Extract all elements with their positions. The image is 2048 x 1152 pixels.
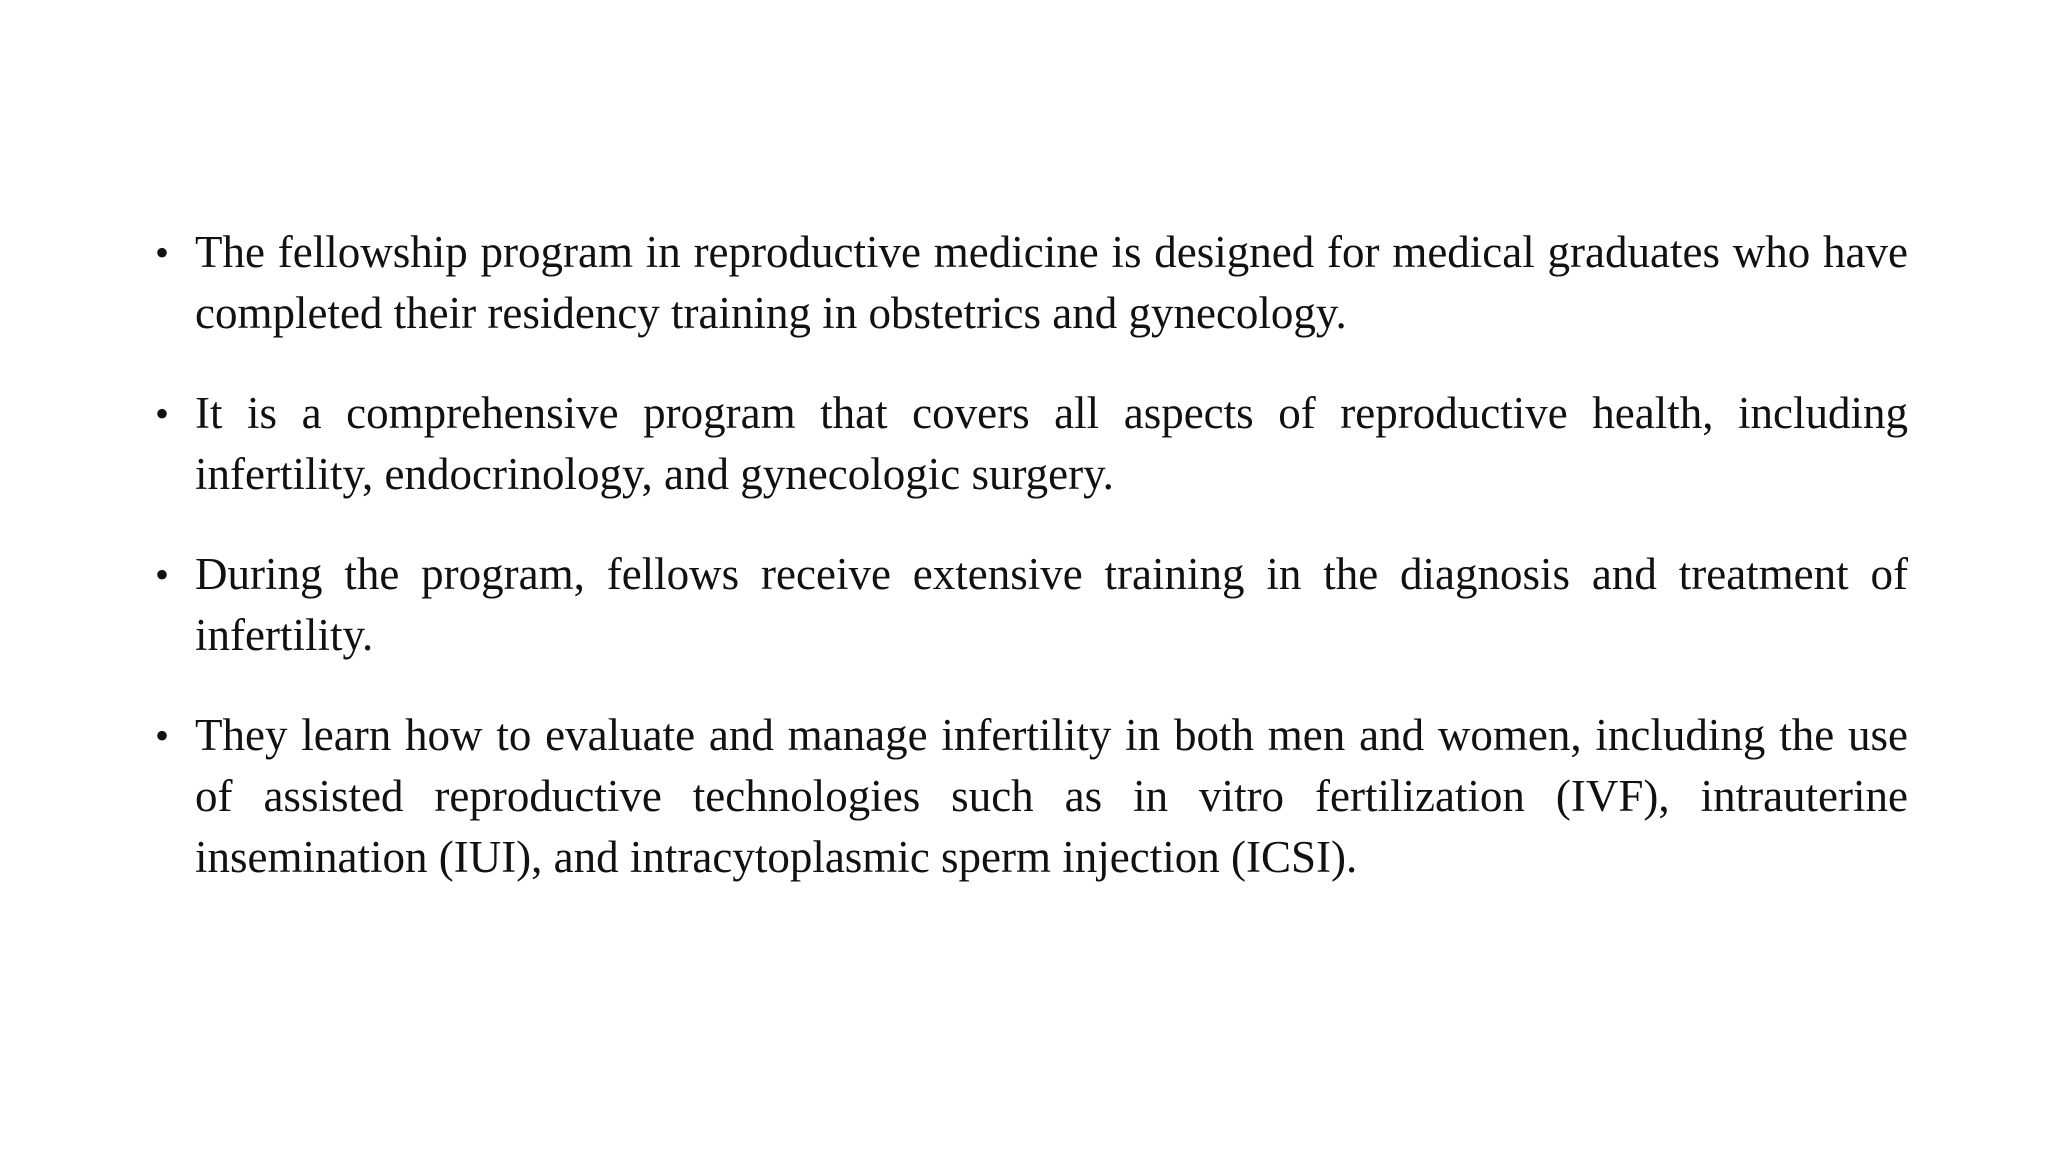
bullet-marker: • (155, 230, 170, 275)
bullet-item-4 (152, 705, 1908, 888)
bullet-marker: • (155, 713, 170, 758)
bullet-item-2 (152, 383, 1908, 505)
bullet-item-3 (152, 544, 1908, 666)
bullet-text: It is a comprehensive program that covers all aspects of reproductive health, including infertility, endocrinology, and gynecologic surgery. (195, 388, 1908, 499)
bullet-text: The fellowship program in reproductive medicine is designed for medical graduates who have completed their residency training in obstetrics and gynecology. (195, 227, 1908, 338)
bullet-item-1 (152, 222, 1908, 344)
bullet-list (152, 222, 1908, 927)
bullet-text: During the program, fellows receive extensive training in the diagnosis and treatment of infertility. (195, 549, 1908, 660)
bullet-marker: • (155, 552, 170, 597)
bullet-text: They learn how to evaluate and manage infertility in both men and women, including the use of assisted reproductive technologies such as in vitro fertilization (IVF), intrauterine insemination (IUI), and intracytoplasmic sperm injection (ICSI). (195, 710, 1908, 882)
bullet-marker: • (155, 391, 170, 436)
